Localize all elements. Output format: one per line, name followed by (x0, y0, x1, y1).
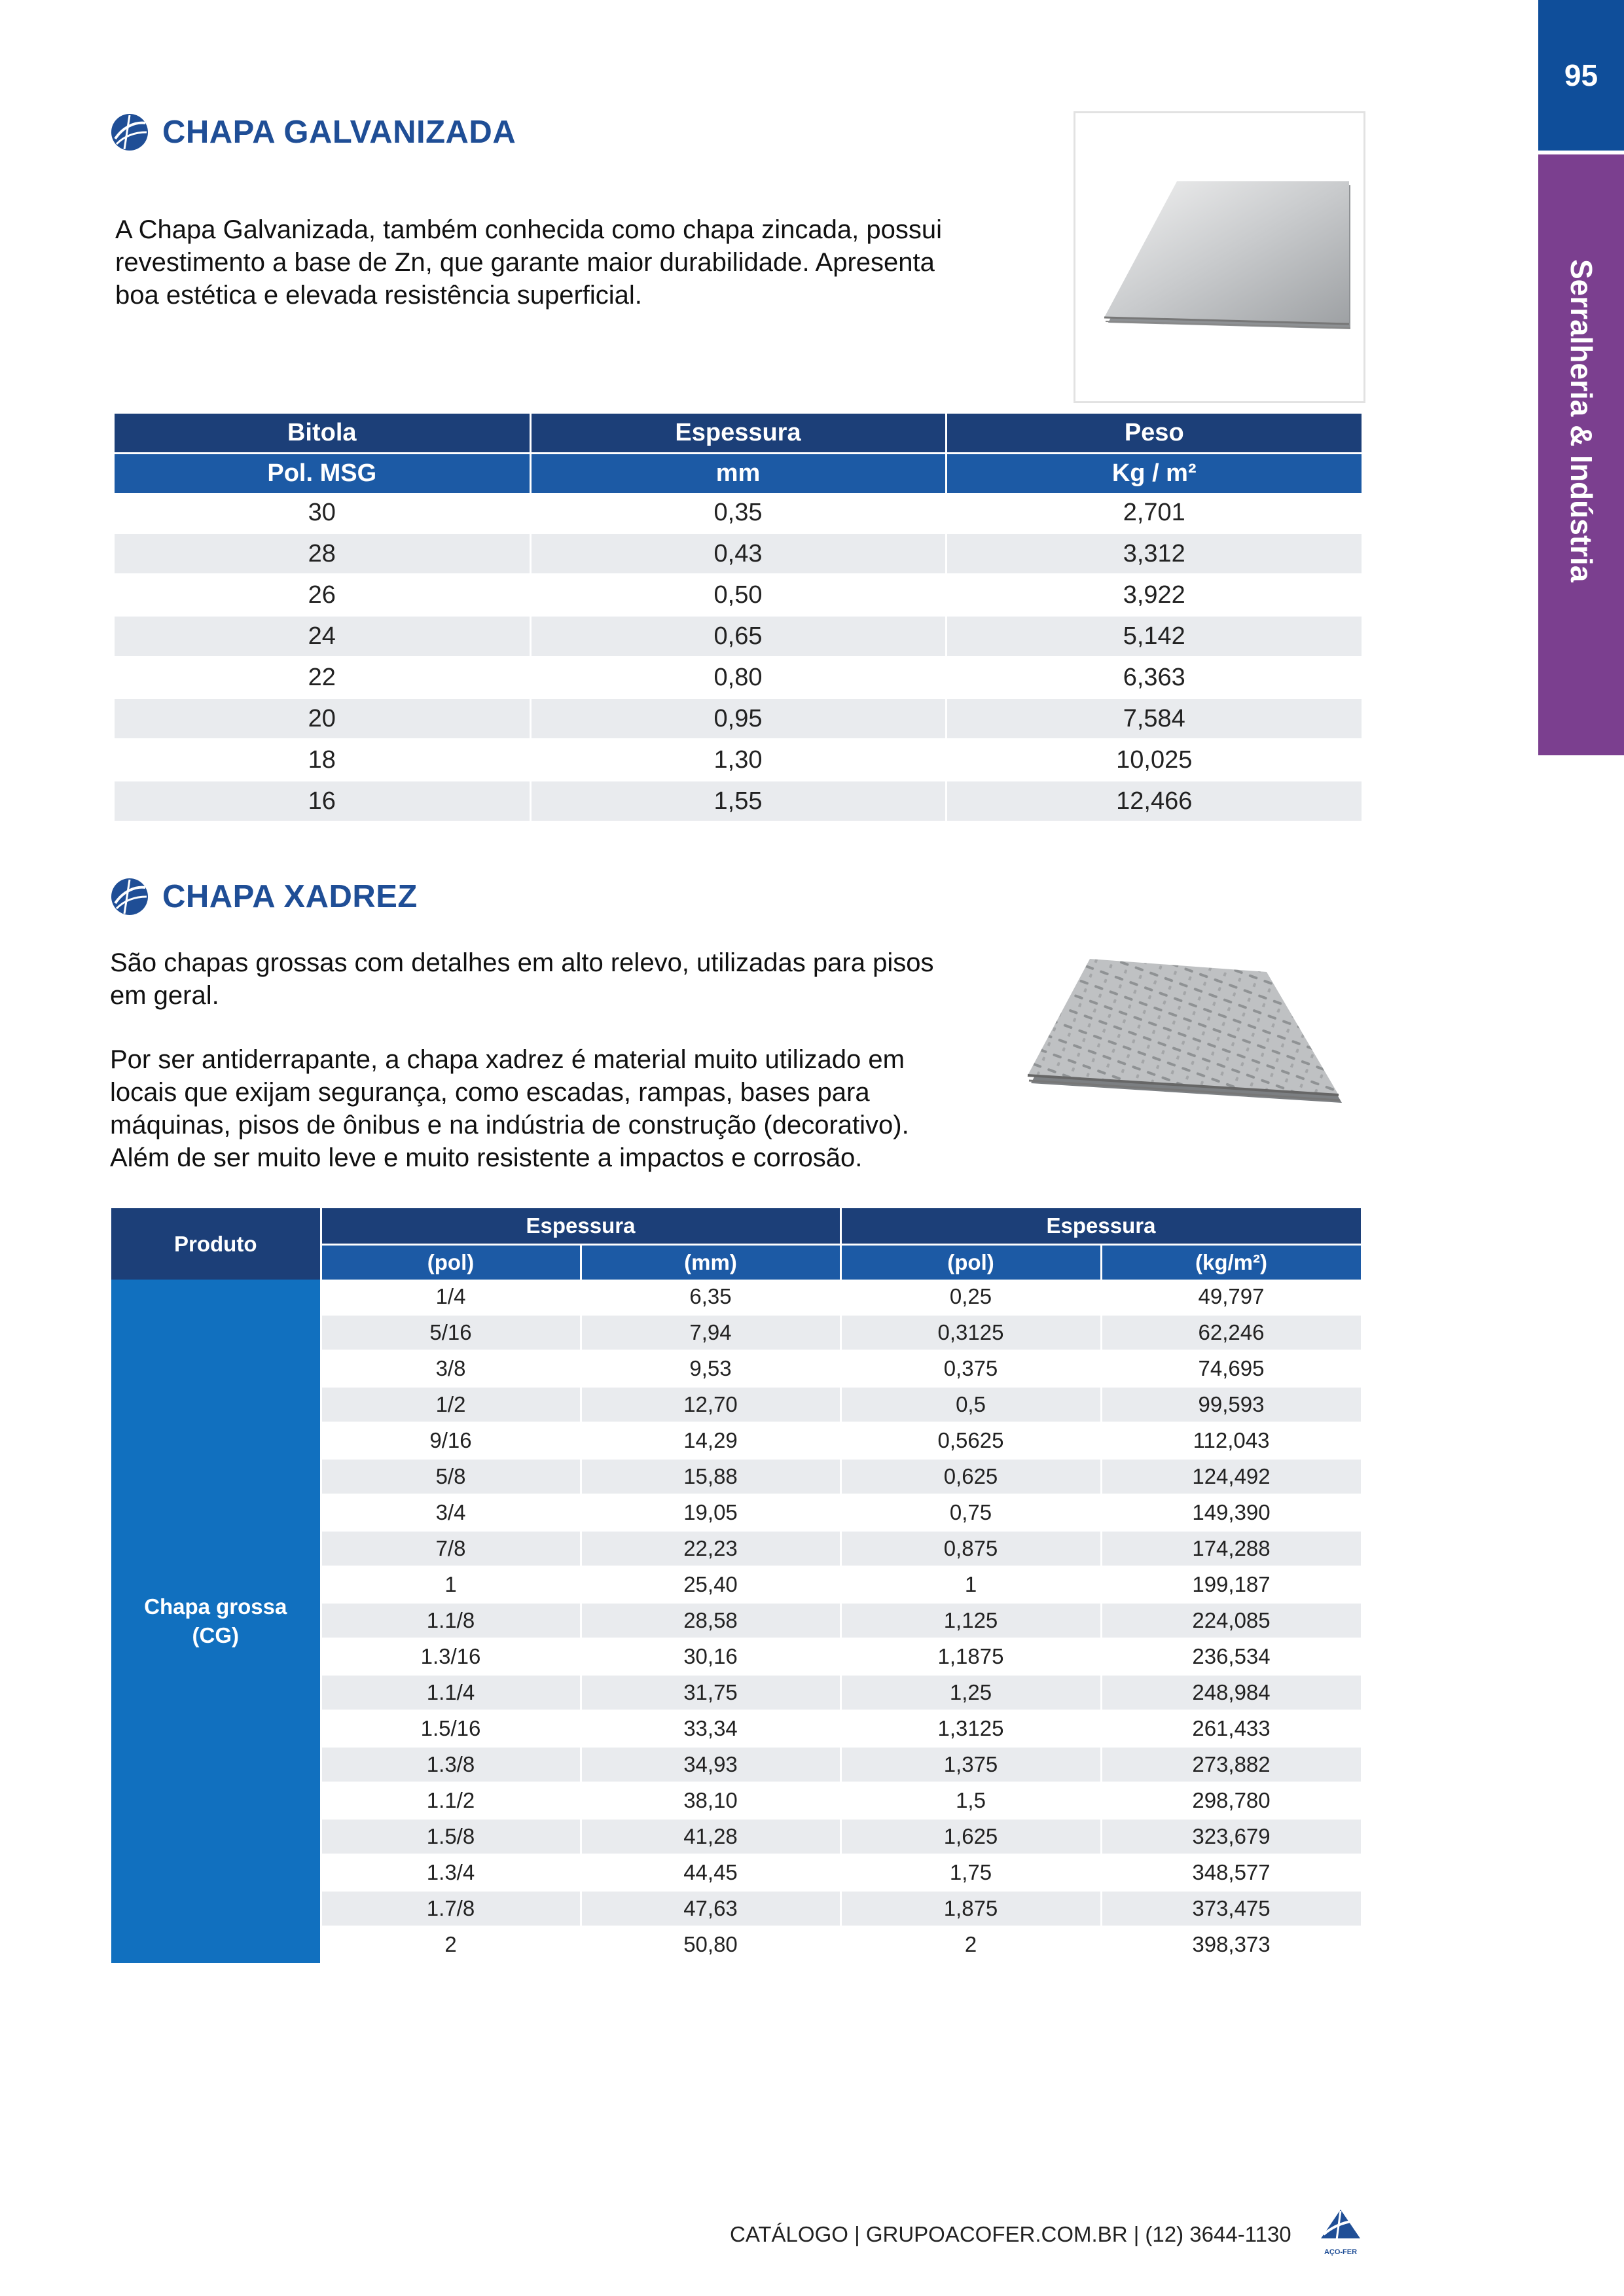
cell-pol: 1.3/16 (321, 1639, 581, 1675)
cell-espessura: 1,55 (530, 781, 946, 822)
cell-pol-decimal: 1,5 (840, 1783, 1101, 1819)
globe-logo-icon (110, 113, 149, 152)
cell-peso: 3,312 (946, 533, 1362, 575)
paragraph-line: locais que exijam segurança, como escadas, rampas, bases para (110, 1078, 870, 1107)
cell-pol-decimal: 0,375 (840, 1351, 1101, 1387)
section-tab-label: Serralheria & Indústria (1564, 259, 1598, 583)
cell-peso: 5,142 (946, 616, 1362, 657)
cell-bitola: 16 (115, 781, 530, 822)
cell-mm: 9,53 (581, 1351, 840, 1387)
cell-pol-decimal: 0,5 (840, 1387, 1101, 1423)
cell-pol: 1.7/8 (321, 1891, 581, 1927)
cell-kg-m2: 62,246 (1101, 1315, 1362, 1351)
table-row (115, 493, 1362, 533)
cell-pol-decimal: 1,3125 (840, 1711, 1101, 1747)
cell-mm: 31,75 (581, 1675, 840, 1711)
cell-mm: 12,70 (581, 1387, 840, 1423)
cell-kg-m2: 199,187 (1101, 1567, 1362, 1603)
cell-bitola: 30 (115, 493, 530, 533)
subheader-pol-msg: Pol. MSG (115, 454, 530, 493)
footer-text: CATÁLOGO | GRUPOACOFER.COM.BR | (12) 3644-1130 (730, 2222, 1291, 2246)
paragraph-line: São chapas grossas com detalhes em alto relevo, utilizadas para pisos (110, 948, 934, 977)
cell-kg-m2: 261,433 (1101, 1711, 1362, 1747)
galvanizada-description (115, 213, 942, 312)
cell-pol: 1.3/8 (321, 1747, 581, 1783)
cell-kg-m2: 273,882 (1101, 1747, 1362, 1783)
table-row (111, 1280, 1362, 1315)
table-row (115, 575, 1362, 616)
cell-peso: 2,701 (946, 493, 1362, 533)
cell-pol-decimal: 1,625 (840, 1819, 1101, 1855)
galvanized-sheet-photo (1074, 111, 1365, 403)
description-line: revestimento a base de Zn, que garante maior durabilidade. Apresenta (115, 248, 935, 277)
cell-pol-decimal: 1,25 (840, 1675, 1101, 1711)
cell-mm: 33,34 (581, 1711, 840, 1747)
cell-espessura: 1,30 (530, 740, 946, 781)
cell-pol: 1/2 (321, 1387, 581, 1423)
paragraph-line: Por ser antiderrapante, a chapa xadrez é material muito utilizado em (110, 1045, 905, 1074)
group-header-espessura: Espessura (840, 1208, 1362, 1245)
paragraph-line: em geral. (110, 981, 219, 1010)
galvanized-sheet-image (1075, 113, 1363, 401)
cell-pol: 1.5/16 (321, 1711, 581, 1747)
table-row (115, 657, 1362, 698)
cell-espessura: 0,43 (530, 533, 946, 575)
cell-kg-m2: 248,984 (1101, 1675, 1362, 1711)
cell-kg-m2: 236,534 (1101, 1639, 1362, 1675)
cell-kg-m2: 224,085 (1101, 1603, 1362, 1639)
cell-mm: 25,40 (581, 1567, 840, 1603)
cell-pol: 3/8 (321, 1351, 581, 1387)
cell-kg-m2: 298,780 (1101, 1783, 1362, 1819)
galvanizada-table (115, 414, 1362, 823)
cell-pol: 7/8 (321, 1531, 581, 1567)
subheader-kg-m2: Kg / m² (946, 454, 1362, 493)
cell-pol-decimal: 1,75 (840, 1855, 1101, 1891)
cell-pol: 1.1/8 (321, 1603, 581, 1639)
cell-kg-m2: 373,475 (1101, 1891, 1362, 1927)
product-name: Chapa grossa (144, 1594, 287, 1619)
cell-pol: 5/8 (321, 1459, 581, 1495)
acofer-logo (1317, 2206, 1364, 2258)
xadrez-table (111, 1208, 1363, 1964)
cell-bitola: 28 (115, 533, 530, 575)
paragraph-line: máquinas, pisos de ônibus e na indústria de construção (decorativo). (110, 1111, 909, 1139)
cell-kg-m2: 49,797 (1101, 1280, 1362, 1315)
cell-kg-m2: 124,492 (1101, 1459, 1362, 1495)
cell-kg-m2: 149,390 (1101, 1495, 1362, 1531)
cell-mm: 47,63 (581, 1891, 840, 1927)
paragraph-line: Além de ser muito leve e muito resistente a impactos e corrosão. (110, 1143, 863, 1172)
cell-pol-decimal: 0,625 (840, 1459, 1101, 1495)
description-line: A Chapa Galvanizada, também conhecida como chapa zincada, possui (115, 215, 942, 244)
cell-pol: 1 (321, 1567, 581, 1603)
cell-pol-decimal: 0,75 (840, 1495, 1101, 1531)
cell-espessura: 0,95 (530, 698, 946, 740)
cell-peso: 7,584 (946, 698, 1362, 740)
cell-pol: 1.1/4 (321, 1675, 581, 1711)
table-row (115, 616, 1362, 657)
cell-espessura: 0,80 (530, 657, 946, 698)
cell-mm: 6,35 (581, 1280, 840, 1315)
cell-pol: 1.5/8 (321, 1819, 581, 1855)
cell-pol-decimal: 0,875 (840, 1531, 1101, 1567)
cell-pol: 1.3/4 (321, 1855, 581, 1891)
cell-pol: 3/4 (321, 1495, 581, 1531)
cell-pol: 1/4 (321, 1280, 581, 1315)
cell-pol: 2 (321, 1927, 581, 1963)
subheader-mm: (mm) (581, 1245, 840, 1280)
col-header-espessura: Espessura (530, 414, 946, 454)
xadrez-heading (110, 877, 418, 916)
cell-mm: 50,80 (581, 1927, 840, 1963)
product-code: (CG) (192, 1623, 239, 1647)
page-number: 95 (1538, 0, 1624, 151)
cell-bitola: 18 (115, 740, 530, 781)
cell-pol-decimal: 2 (840, 1927, 1101, 1963)
cell-pol-decimal: 0,3125 (840, 1315, 1101, 1351)
xadrez-paragraph-2 (110, 1043, 909, 1174)
cell-espessura: 0,50 (530, 575, 946, 616)
cell-kg-m2: 348,577 (1101, 1855, 1362, 1891)
cell-mm: 22,23 (581, 1531, 840, 1567)
cell-pol-decimal: 1,375 (840, 1747, 1101, 1783)
table-row (115, 698, 1362, 740)
col-header-produto: Produto (111, 1208, 321, 1280)
cell-peso: 10,025 (946, 740, 1362, 781)
cell-pol: 9/16 (321, 1423, 581, 1459)
table-row (115, 781, 1362, 822)
cell-mm: 15,88 (581, 1459, 840, 1495)
cell-mm: 34,93 (581, 1747, 840, 1783)
cell-kg-m2: 112,043 (1101, 1423, 1362, 1459)
cell-peso: 12,466 (946, 781, 1362, 822)
cell-kg-m2: 323,679 (1101, 1819, 1362, 1855)
cell-mm: 14,29 (581, 1423, 840, 1459)
table-row (115, 533, 1362, 575)
cell-pol-decimal: 1,125 (840, 1603, 1101, 1639)
cell-kg-m2: 74,695 (1101, 1351, 1362, 1387)
cell-pol: 1.1/2 (321, 1783, 581, 1819)
cell-mm: 28,58 (581, 1603, 840, 1639)
xadrez-paragraph-1 (110, 946, 933, 1012)
cell-peso: 6,363 (946, 657, 1362, 698)
cell-bitola: 24 (115, 616, 530, 657)
cell-pol-decimal: 0,25 (840, 1280, 1101, 1315)
section-tab (1538, 154, 1624, 755)
description-line: boa estética e elevada resistência superficial. (115, 281, 642, 310)
cell-pol-decimal: 1 (840, 1567, 1101, 1603)
xadrez-title: CHAPA XADREZ (162, 879, 418, 914)
cell-mm: 41,28 (581, 1819, 840, 1855)
globe-logo-icon (110, 877, 149, 916)
cell-espessura: 0,65 (530, 616, 946, 657)
cell-kg-m2: 99,593 (1101, 1387, 1362, 1423)
cell-mm: 38,10 (581, 1783, 840, 1819)
cell-pol-decimal: 1,1875 (840, 1639, 1101, 1675)
col-header-peso: Peso (946, 414, 1362, 454)
cell-mm: 7,94 (581, 1315, 840, 1351)
cell-bitola: 20 (115, 698, 530, 740)
galvanizada-title: CHAPA GALVANIZADA (162, 115, 516, 150)
cell-kg-m2: 398,373 (1101, 1927, 1362, 1963)
cell-mm: 44,45 (581, 1855, 840, 1891)
table-row (115, 740, 1362, 781)
cell-pol-decimal: 0,5625 (840, 1423, 1101, 1459)
cell-kg-m2: 174,288 (1101, 1531, 1362, 1567)
checker-plate-image (1021, 952, 1348, 1122)
group-header-espessura: Espessura (321, 1208, 840, 1245)
subheader-mm: mm (530, 454, 946, 493)
cell-pol: 5/16 (321, 1315, 581, 1351)
product-cell (111, 1280, 321, 1963)
cell-mm: 19,05 (581, 1495, 840, 1531)
col-header-bitola: Bitola (115, 414, 530, 454)
galvanizada-heading (110, 113, 516, 152)
svg-text:AÇO-FER: AÇO-FER (1324, 2248, 1358, 2256)
cell-bitola: 26 (115, 575, 530, 616)
subheader-pol: (pol) (840, 1245, 1101, 1280)
cell-bitola: 22 (115, 657, 530, 698)
subheader-pol: (pol) (321, 1245, 581, 1280)
cell-pol-decimal: 1,875 (840, 1891, 1101, 1927)
cell-espessura: 0,35 (530, 493, 946, 533)
cell-mm: 30,16 (581, 1639, 840, 1675)
subheader-kg-m2: (kg/m²) (1101, 1245, 1362, 1280)
cell-peso: 3,922 (946, 575, 1362, 616)
